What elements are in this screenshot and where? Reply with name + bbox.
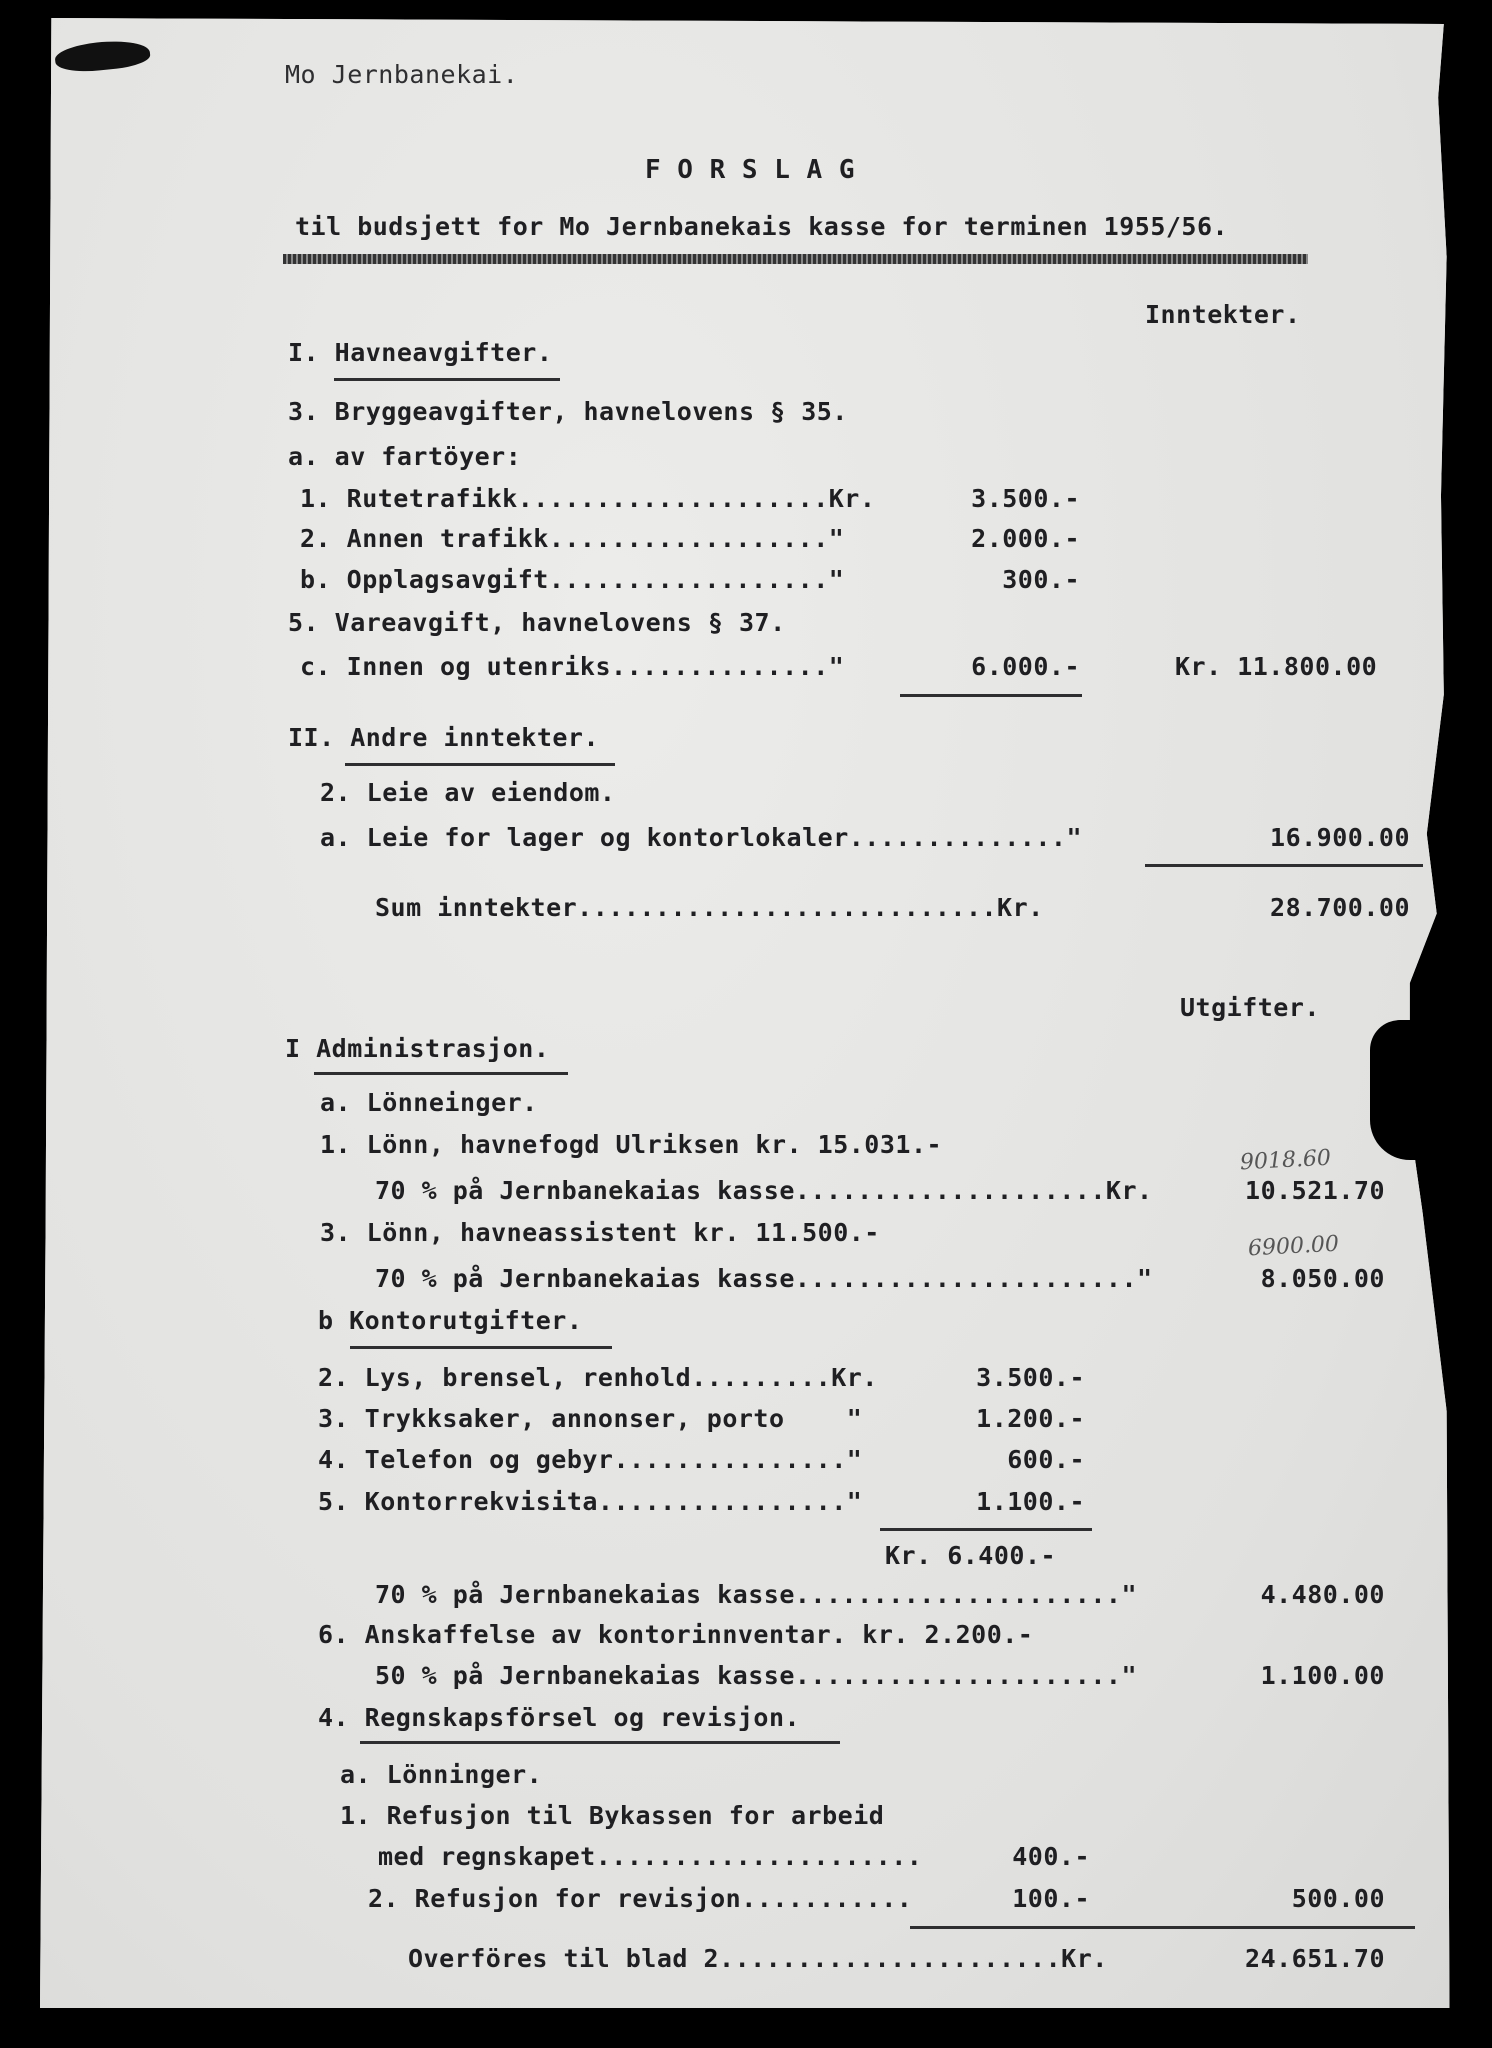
- document-title: F O R S L A G: [645, 155, 855, 185]
- office-row-amount: 1.200.-: [976, 1404, 1085, 1433]
- subtotal-rule: [880, 1528, 1092, 1531]
- expense-item-3-value: 8.050.00: [1260, 1264, 1385, 1293]
- income-item-5: 5. Vareavgift, havnelovens § 37.: [288, 608, 786, 637]
- expense-item-3: 3. Lönn, havneassistent kr. 11.500.-: [320, 1218, 880, 1247]
- handwritten-note: 9018.60: [1239, 1145, 1332, 1176]
- expense-item-6-value: 1.100.00: [1260, 1661, 1385, 1690]
- income-section-1-total: Kr. 11.800.00: [1175, 652, 1378, 681]
- expense-item-1-share: 70 % på Jernbanekaias kasse....................Kr.: [375, 1176, 1153, 1205]
- expense-a-title: a. Lönneinger.: [320, 1088, 538, 1117]
- expenses-heading: Utgifter.: [1180, 993, 1320, 1022]
- income-heading: Inntekter.: [1145, 300, 1301, 329]
- income-item-5c-amount: 6.000.-: [971, 652, 1080, 681]
- expense-item-1-value: 10.521.70: [1245, 1176, 1385, 1205]
- office-row-label: 5. Kontorrekvisita................": [318, 1487, 863, 1516]
- expense-item-3-share: 70 % på Jernbanekaias kasse......................": [375, 1264, 1153, 1293]
- expense-section-4-title: 4. Regnskapsförsel og revisjon.: [318, 1703, 801, 1732]
- expense-4a-title: a. Lönninger.: [340, 1760, 543, 1789]
- income-item-5c-label: c. Innen og utenriks..............": [300, 652, 845, 681]
- carry-forward-value: 24.651.70: [1245, 1944, 1385, 1973]
- section-underline: [350, 1346, 612, 1349]
- section-underline: [360, 1741, 840, 1744]
- expense-item-1: 1. Lönn, havnefogd Ulriksen kr. 15.031.-: [320, 1130, 943, 1159]
- handwritten-note: 6900.00: [1247, 1231, 1340, 1262]
- income-section-2-total: 16.900.00: [1270, 823, 1410, 852]
- income-section-1-title: I. Havneavgifter.: [288, 338, 553, 367]
- section-underline: [334, 378, 560, 381]
- expense-4-item-1-amount: 400.-: [1012, 1842, 1090, 1871]
- carry-forward-label: Overföres til blad 2......................Kr.: [408, 1944, 1108, 1973]
- office-row-amount: 1.100.-: [976, 1487, 1085, 1516]
- office-row-label: 4. Telefon og gebyr...............": [318, 1445, 863, 1474]
- income-item-2: 2. Leie av eiendom.: [320, 778, 616, 807]
- expense-4-item-2: 2. Refusjon for revisjon...........: [368, 1884, 913, 1913]
- income-item-2a: a. Leie for lager og kontorlokaler..............": [320, 823, 1083, 852]
- torn-edge: [1370, 1020, 1460, 1160]
- subtotal-rule: [1145, 864, 1423, 867]
- income-row-label: 2. Annen trafikk..................": [300, 524, 845, 553]
- expense-4-item-1b: med regnskapet.....................: [378, 1842, 923, 1871]
- total-rule: [910, 1926, 1415, 1929]
- expense-4-item-2-amount: 100.-: [1012, 1884, 1090, 1913]
- sender-line: Mo Jernbanekai.: [285, 60, 519, 89]
- income-row-label: b. Opplagsavgift..................": [300, 565, 845, 594]
- office-share-value: 4.480.00: [1260, 1580, 1385, 1609]
- expense-item-6: 6. Anskaffelse av kontorinnventar. kr. 2.200.-: [318, 1620, 1034, 1649]
- income-item-3a: a. av fartöyer:: [288, 442, 522, 471]
- office-row-amount: 3.500.-: [976, 1363, 1085, 1392]
- office-row-label: 3. Trykksaker, annonser, porto ": [318, 1404, 863, 1433]
- income-row-amount: 300.-: [1002, 565, 1080, 594]
- income-row-amount: 2.000.-: [971, 524, 1080, 553]
- section-underline: [314, 1072, 568, 1075]
- document-subtitle: til budsjett for Mo Jernbanekais kasse for terminen 1955/56.: [295, 212, 1229, 241]
- office-row-amount: 600.-: [1007, 1445, 1085, 1474]
- income-sum-label: Sum inntekter...........................Kr.: [375, 893, 1044, 922]
- income-sum-value: 28.700.00: [1270, 893, 1410, 922]
- expense-b-title: b Kontorutgifter.: [318, 1306, 583, 1335]
- income-section-2-title: II. Andre inntekter.: [288, 723, 600, 752]
- income-item-3: 3. Bryggeavgifter, havnelovens § 35.: [288, 397, 848, 426]
- subtotal-rule: [900, 694, 1082, 697]
- expense-item-6-share: 50 % på Jernbanekaias kasse.....................": [375, 1661, 1138, 1690]
- expense-section-4-total: 500.00: [1291, 1884, 1385, 1913]
- office-share: 70 % på Jernbanekaias kasse.....................": [375, 1580, 1138, 1609]
- expense-section-1-title: I Administrasjon.: [285, 1034, 550, 1063]
- income-row-amount: 3.500.-: [971, 484, 1080, 513]
- office-row-label: 2. Lys, brensel, renhold.........Kr.: [318, 1363, 878, 1392]
- income-row-label: 1. Rutetrafikk....................Kr.: [300, 484, 876, 513]
- title-double-rule: [283, 254, 1308, 264]
- section-underline: [345, 763, 615, 766]
- expense-4-item-1a: 1. Refusjon til Bykassen for arbeid: [340, 1801, 885, 1830]
- office-subtotal: Kr. 6.400.-: [885, 1541, 1057, 1570]
